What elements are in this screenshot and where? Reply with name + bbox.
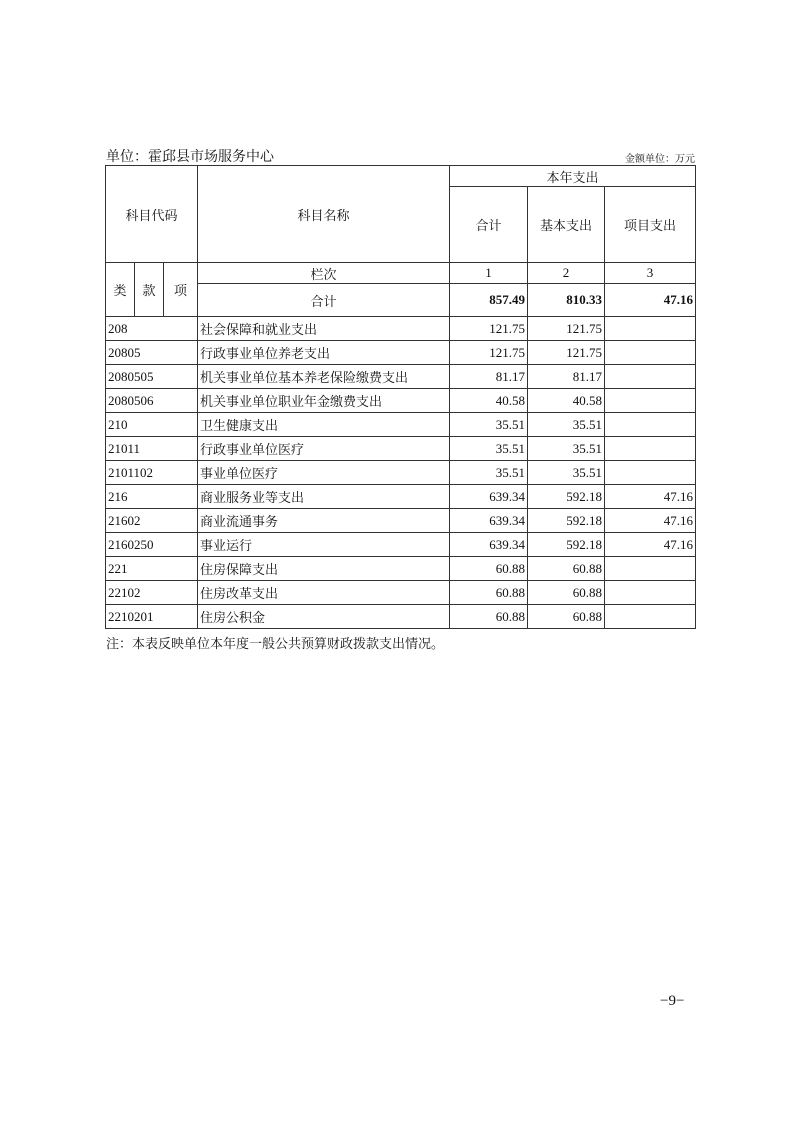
table-note: 注：本表反映单位本年度一般公共预算财政拨款支出情况。 <box>106 636 445 651</box>
row-basic: 60.88 <box>528 605 605 629</box>
page-number: −9− <box>660 993 685 1009</box>
lanci-1: 1 <box>450 263 528 284</box>
row-name: 住房公积金 <box>198 605 450 629</box>
row-code: 2160250 <box>106 533 198 557</box>
row-basic: 81.17 <box>528 365 605 389</box>
row-code: 221 <box>106 557 198 581</box>
xiang-header: 项 <box>164 263 198 317</box>
lei-header: 类 <box>106 263 135 317</box>
row-project <box>605 437 696 461</box>
row-total: 121.75 <box>450 317 528 341</box>
table-row <box>106 557 696 581</box>
name-header: 科目名称 <box>198 166 450 263</box>
row-total: 121.75 <box>450 341 528 365</box>
table-row <box>106 509 696 533</box>
row-code: 22102 <box>106 581 198 605</box>
row-basic: 592.18 <box>528 533 605 557</box>
row-name: 行政事业单位养老支出 <box>198 341 450 365</box>
money-unit-label: 金额单位：万元 <box>625 154 695 165</box>
row-code: 21011 <box>106 437 198 461</box>
row-basic: 35.51 <box>528 461 605 485</box>
row-total: 60.88 <box>450 581 528 605</box>
row-total: 81.17 <box>450 365 528 389</box>
row-code: 21602 <box>106 509 198 533</box>
table-row <box>106 485 696 509</box>
lanci-3: 3 <box>605 263 696 284</box>
table-row <box>106 533 696 557</box>
table-row <box>106 605 696 629</box>
row-basic: 121.75 <box>528 341 605 365</box>
table-row <box>106 317 696 341</box>
row-basic: 592.18 <box>528 485 605 509</box>
row-code: 2210201 <box>106 605 198 629</box>
row-total: 35.51 <box>450 413 528 437</box>
row-total: 35.51 <box>450 437 528 461</box>
lanci-2: 2 <box>528 263 605 284</box>
expenditure-table <box>105 165 696 629</box>
row-basic: 35.51 <box>528 413 605 437</box>
table-row <box>106 389 696 413</box>
row-project <box>605 389 696 413</box>
row-name: 事业运行 <box>198 533 450 557</box>
table-row <box>106 341 696 365</box>
row-total: 639.34 <box>450 533 528 557</box>
row-code: 216 <box>106 485 198 509</box>
kuan-header: 款 <box>135 263 164 317</box>
row-name: 商业流通事务 <box>198 509 450 533</box>
row-total: 639.34 <box>450 509 528 533</box>
row-name: 卫生健康支出 <box>198 413 450 437</box>
row-basic: 60.88 <box>528 581 605 605</box>
row-name: 行政事业单位医疗 <box>198 437 450 461</box>
row-project <box>605 365 696 389</box>
row-project <box>605 413 696 437</box>
total-basic: 810.33 <box>528 284 605 317</box>
row-name: 社会保障和就业支出 <box>198 317 450 341</box>
row-basic: 35.51 <box>528 437 605 461</box>
row-project <box>605 605 696 629</box>
row-project: 47.16 <box>605 485 696 509</box>
row-project <box>605 581 696 605</box>
total-sum: 857.49 <box>450 284 528 317</box>
group-header: 本年支出 <box>450 166 696 187</box>
row-code: 208 <box>106 317 198 341</box>
row-code: 2101102 <box>106 461 198 485</box>
row-code: 20805 <box>106 341 198 365</box>
row-name: 住房改革支出 <box>198 581 450 605</box>
row-name: 机关事业单位基本养老保险缴费支出 <box>198 365 450 389</box>
row-name: 住房保障支出 <box>198 557 450 581</box>
row-code: 210 <box>106 413 198 437</box>
row-project <box>605 317 696 341</box>
row-project <box>605 461 696 485</box>
col-total-header: 合计 <box>450 187 528 263</box>
row-project: 47.16 <box>605 509 696 533</box>
col-project-header: 项目支出 <box>605 187 696 263</box>
row-basic: 40.58 <box>528 389 605 413</box>
unit-label: 单位：霍邱县市场服务中心 <box>106 150 274 165</box>
col-basic-header: 基本支出 <box>528 187 605 263</box>
table-row <box>106 365 696 389</box>
row-name: 商业服务业等支出 <box>198 485 450 509</box>
row-total: 639.34 <box>450 485 528 509</box>
row-total: 60.88 <box>450 605 528 629</box>
row-basic: 60.88 <box>528 557 605 581</box>
row-total: 40.58 <box>450 389 528 413</box>
row-name: 事业单位医疗 <box>198 461 450 485</box>
table-row <box>106 581 696 605</box>
row-basic: 592.18 <box>528 509 605 533</box>
row-project <box>605 557 696 581</box>
row-total: 35.51 <box>450 461 528 485</box>
row-name: 机关事业单位职业年金缴费支出 <box>198 389 450 413</box>
lanci-label: 栏次 <box>198 263 450 284</box>
row-project: 47.16 <box>605 533 696 557</box>
code-header: 科目代码 <box>106 166 198 263</box>
table-row <box>106 413 696 437</box>
row-code: 2080506 <box>106 389 198 413</box>
total-label: 合计 <box>198 284 450 317</box>
row-basic: 121.75 <box>528 317 605 341</box>
row-code: 2080505 <box>106 365 198 389</box>
total-project: 47.16 <box>605 284 696 317</box>
table-row <box>106 437 696 461</box>
row-total: 60.88 <box>450 557 528 581</box>
table-row <box>106 461 696 485</box>
row-project <box>605 341 696 365</box>
